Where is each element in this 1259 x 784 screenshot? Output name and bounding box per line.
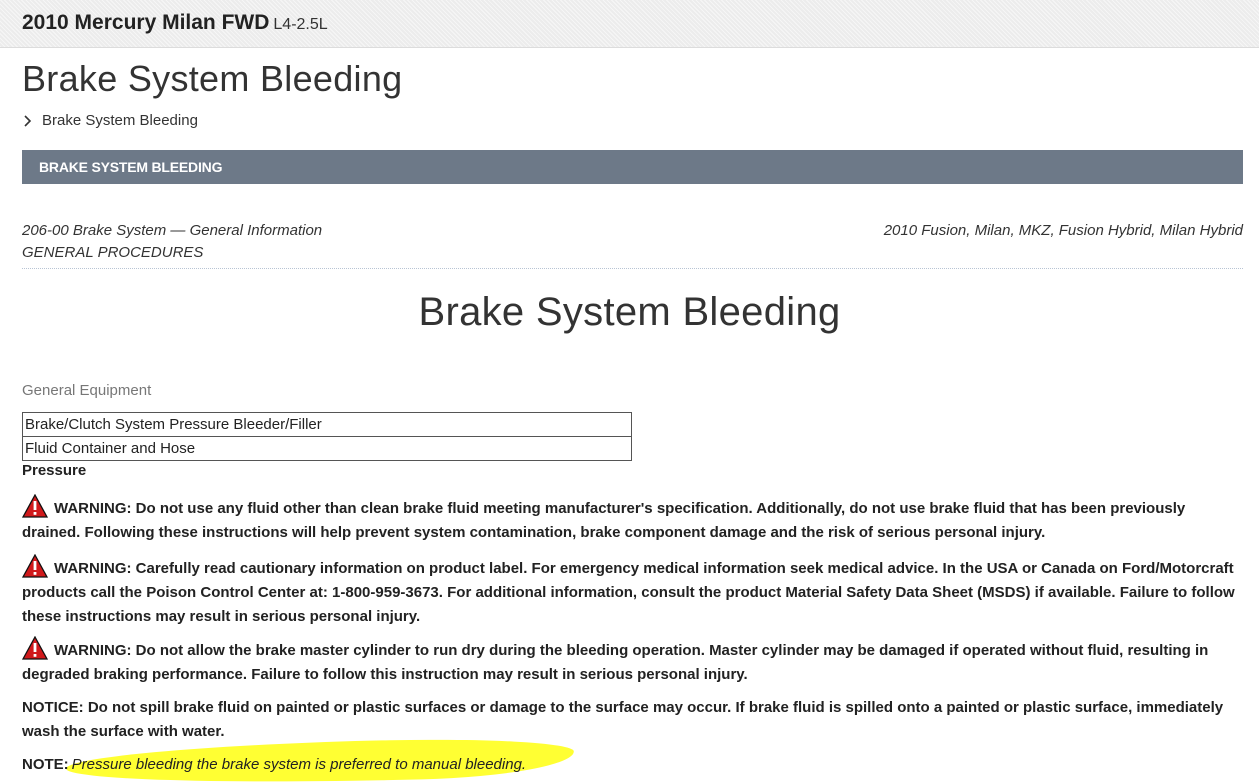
equipment-item: Brake/Clutch System Pressure Bleeder/Filler [23,413,632,437]
table-row [23,413,632,437]
note-text: Pressure bleeding the brake system is preferred to manual bleeding. [71,756,527,773]
engine-label: L4-2.5L [273,16,328,33]
chevron-right-icon [22,114,34,128]
notice: NOTICE: Do not spill brake fluid on painted or plastic surfaces or damage to the surface may occur. If brake fluid is spilled onto a painted or plastic surface, immediately wash the surface with water. [22,699,1224,740]
applicable-models: 2010 Fusion, Milan, MKZ, Fusion Hybrid, Milan Hybrid [883,222,1243,239]
warning-text: WARNING: Do not allow the brake master cylinder to run dry during the bleeding operation. Master cylinder may be damaged if operated without fluid, resulting in degraded braking performance. Failure to follow this instruction may result in serious personal injury. [22,642,1209,683]
note-label: NOTE: [22,756,69,773]
warning-triangle-icon [22,494,48,518]
warning-triangle-icon [22,636,48,660]
warning-2 [22,554,1242,629]
page-title: Brake System Bleeding [22,58,403,99]
pressure-heading: Pressure [22,462,87,479]
section-header-bar: BRAKE SYSTEM BLEEDING [22,150,1243,184]
vehicle-header [0,0,1259,48]
divider [22,268,1243,269]
section-reference: 206-00 Brake System — General Information [22,222,323,239]
warning-text: WARNING: Carefully read cautionary information on product label. For emergency medical information seek medical advice. In the USA or Canada on Ford/Motorcraft products call the Poison Control Center at: 1-800-959-3673. For additional information, consult the product Material Safety Data Sheet (MSDS) if available. Failure to follow these instructions may result in serious personal injury. [22,560,1235,625]
breadcrumb[interactable] [22,112,198,129]
breadcrumb-item[interactable]: Brake System Bleeding [42,112,198,129]
doc-meta-left [22,220,322,264]
table-row [23,437,632,461]
procedure-category: GENERAL PROCEDURES [22,244,204,261]
note [22,756,526,773]
equipment-label: General Equipment [22,382,152,399]
document-title: Brake System Bleeding [418,290,841,334]
vehicle-title [22,11,328,35]
warning-triangle-icon [22,554,48,578]
warning-text: WARNING: Do not use any fluid other than clean brake fluid meeting manufacturer's specification. Additionally, do not use brake fluid that has been previously drained. Following these instructions will help prevent system contamination, brake component damage and the risk of serious personal injury. [22,500,1186,541]
vehicle-name: 2010 Mercury Milan FWD [22,11,270,34]
equipment-table [22,412,632,461]
equipment-item: Fluid Container and Hose [23,437,632,461]
warning-3 [22,636,1242,687]
warning-1 [22,494,1242,545]
